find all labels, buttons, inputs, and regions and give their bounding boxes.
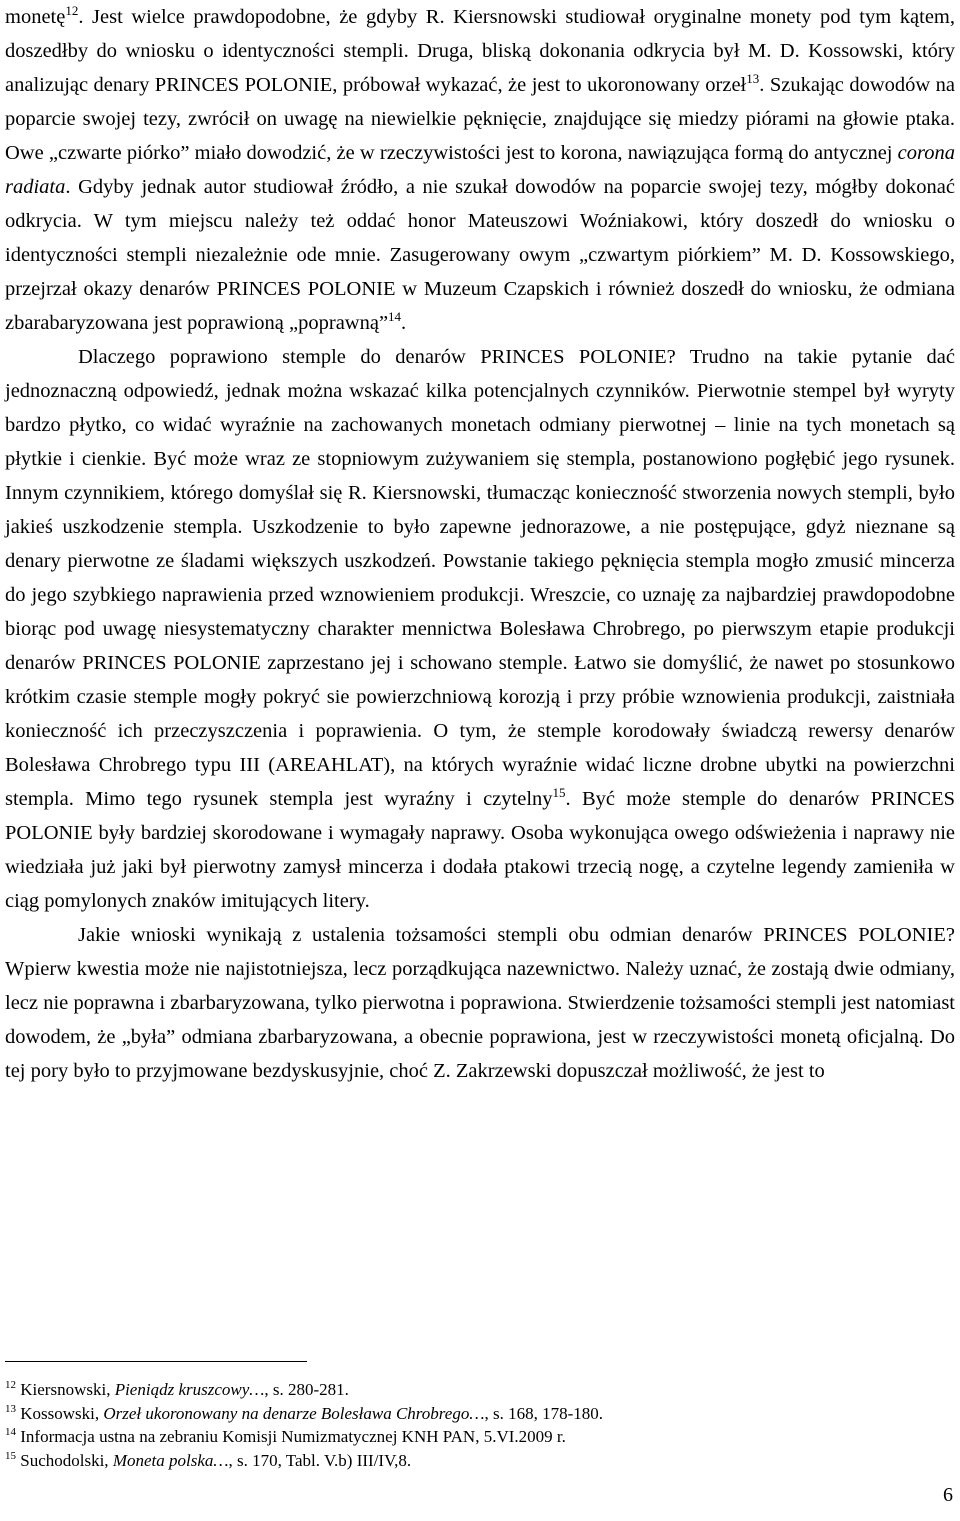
text-run: Kossowski, <box>16 1403 104 1423</box>
footnote <box>5 1402 945 1426</box>
paragraph <box>5 918 955 1088</box>
footnote-ref: 15 <box>552 785 566 800</box>
text-run: , s. 168, 178-180. <box>484 1403 603 1423</box>
footnotes <box>5 1378 945 1472</box>
italic-text: Pieniądz kruszcowy… <box>114 1380 265 1399</box>
footnote <box>5 1378 945 1402</box>
footnote <box>5 1449 945 1473</box>
text-run: monetę <box>5 6 66 28</box>
text-run: Suchodolski, <box>16 1450 113 1470</box>
body-text <box>5 0 955 1088</box>
text-run: . <box>401 312 407 334</box>
text-run: , s. 170, Tabl. V.b) III/IV,8. <box>228 1450 412 1470</box>
footnote-ref: 13 <box>746 71 760 86</box>
text-run: Dlaczego poprawiono stemple do denarów PRINCES POLONIE? Trudno na takie pytanie dać jednoznaczną odpowiedź, jednak można wskazać kilka potencjalnych czynników. Pierwotnie stempel był wyryty bardzo płytko, co widać wyraźnie na zachowanych monetach odmiany pierwotnej – linie na tych monetach są płytkie i cienkie. Być może wraz ze stopniowym zużywaniem się stempla, postanowiono pogłębić jego rysunek. Innym czynnikiem, którego domyślał się R. Kiersnowski, tłumacząc konieczność stworzenia nowych stempli, było jakieś uszkodzenie stempla. Uszkodzenie to było zapewne jednorazowe, a nie postępujące, gdyż nieznane są denary pierwotne ze śladami większych uszkodzeń. Powstanie takiego pęknięcia stempla mogło zmusić mincerza do jego szybkiego naprawienia przed wznowieniem produkcji. Wreszcie, co uznaję za najbardziej prawdopodobne biorąc pod uwagę niesystematyczny charakter mennictwa Bolesława Chrobrego, po pierwszym etapie produkcji denarów PRINCES POLONIE zaprzestano jej i schowano stemple. Łatwo sie domyślić, że nawet po stosunkowo krótkim czasie stemple mogły pokryć sie powierzchniową korozją i przy próbie wznowienia produkcji, zaistniała konieczność ich przeczyszczenia i poprawienia. O tym, że stemple korodowały świadczą rewersy denarów Bolesława Chrobrego typu III (AREAHLAT), na których wyraźnie widać liczne drobne ubytki na powierzchni stempla. Mimo tego rysunek stempla jest wyraźny i czytelny <box>5 346 955 810</box>
text-run: Kiersnowski, <box>16 1380 115 1399</box>
footnote-number: 13 <box>5 1402 16 1415</box>
footnote-number: 14 <box>5 1426 16 1438</box>
text-run: , s. 280-281. <box>264 1380 349 1399</box>
footnote-ref: 12 <box>65 3 79 18</box>
page-number: 6 <box>943 1484 953 1506</box>
paragraph <box>5 340 955 918</box>
text-run: . Jest wielce prawdopodobne, że gdyby R. Kiersnowski studiował oryginalne monety pod tym kątem, doszedłby do wniosku o identyczności stempli. Druga, bliską dokonania odkrycia był M. D. Kossowski, który analizując denary PRINCES POLONIE, próbował wykazać, że jest to ukoronowany orzeł <box>5 6 955 96</box>
text-run: . Gdyby jednak autor studiował źródło, a nie szukał dowodów na poparcie swojej tezy, mógłby dokonać odkrycia. W tym miejscu należy też oddać honor Mateuszowi Woźniakowi, który doszedł do wniosku o identyczności stempli niezależnie ode mnie. Zasugerowany owym „czwartym piórkiem” M. D. Kossowskiego, przejrzał okazy denarów PRINCES POLONIE w Muzeum Czapskich i również doszedł do wniosku, że odmiana zbarabaryzowana jest poprawioną „poprawną” <box>5 176 955 334</box>
footnote-separator <box>5 1361 307 1362</box>
text-run: . Szukając dowodów na poparcie swojej tezy, zwrócił on uwagę na niewielkie pęknięcie, znajdujące się miedzy piórami na głowie ptaka. Owe „czwarte piórko” miało dowodzić, że w rzeczywistości jest to korona, nawiązująca formą do antycznej <box>5 74 956 164</box>
text-run: Informacja ustna na zebraniu Komisji Numizmatycznej KNH PAN, 5.VI.2009 r. <box>16 1427 566 1446</box>
text-run: . Być może stemple do denarów PRINCES POLONIE były bardziej skorodowane i wymagały naprawy. Osoba wykonująca owego odświeżenia i naprawy nie wiedziała już jaki był pierwotny zamysł mincerza i dodała ptakowi trzecią nogę, a czytelne legendy zamieniła w ciąg pomylonych znaków imitujących litery. <box>5 788 955 912</box>
italic-text: Moneta polska… <box>112 1450 229 1470</box>
footnote-ref: 14 <box>388 309 402 324</box>
paragraph <box>5 0 955 340</box>
footnote-number: 15 <box>5 1449 16 1462</box>
footnote <box>5 1425 945 1449</box>
italic-text: corona radiata <box>5 142 955 198</box>
footnote-number: 12 <box>5 1379 16 1391</box>
italic-text: Orzeł ukoronowany na denarze Bolesława Chrobrego… <box>103 1403 485 1423</box>
text-run: Jakie wnioski wynikają z ustalenia tożsamości stempli obu odmian denarów PRINCES POLONIE? Wpierw kwestia może nie najistotniejsza, lecz porządkująca nazewnictwo. Należy uznać, że zostają dwie odmiany, lecz nie poprawna i zbarbaryzowana, tylko pierwotna i poprawiona. Stwierdzenie tożsamości stempli jest natomiast dowodem, że „była” odmiana zbarbaryzowana, a obecnie poprawiona, jest w rzeczywistości monetą oficjalną. Do tej pory było to przyjmowane bezdyskusyjnie, choć Z. Zakrzewski dopuszczał możliwość, że jest to <box>5 924 955 1082</box>
